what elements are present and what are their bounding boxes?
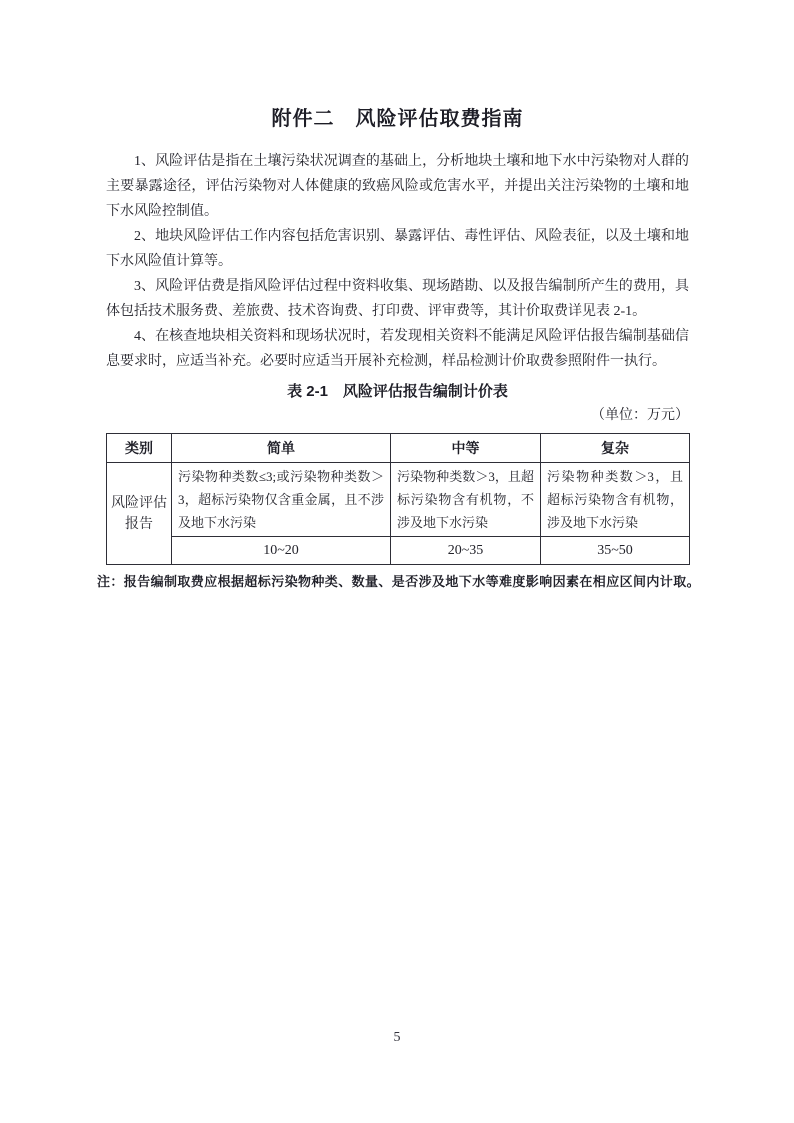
col-header-category: 类别 xyxy=(107,434,172,463)
page-title: 附件二 风险评估取费指南 xyxy=(271,108,524,130)
price-range-medium: 20~35 xyxy=(391,537,541,565)
paragraph-2: 2、地块风险评估工作内容包括危害识别、暴露评估、毒性评估、风险表征，以及土壤和地下水风险值计算等。 xyxy=(106,229,689,269)
description-complex: 污染物种类数＞3，且超标污染物含有机物，涉及地下水污染 xyxy=(541,463,690,537)
paragraph-3: 3、风险评估费是指风险评估过程中资料收集、现场踏勘、以及报告编制所产生的费用，具体包括技术服务费、差旅费、技术咨询费、打印费、评审费等，其计价取费详见表 2-1。 xyxy=(106,279,689,319)
body-text-block xyxy=(106,149,689,374)
price-table xyxy=(106,433,690,565)
description-medium: 污染物种类数＞3，且超标污染物含有机物，不涉及地下水污染 xyxy=(391,463,541,537)
table-note: 注：报告编制取费应根据超标污染物种类、数量、是否涉及地下水等难度影响因素在相应区间内计取。 xyxy=(97,574,701,589)
price-range-complex: 35~50 xyxy=(541,537,690,565)
table-row-prices xyxy=(107,537,690,565)
description-simple: 污染物种类数≤3;或污染物种类数＞3，超标污染物仅含重金属，且不涉及地下水污染 xyxy=(172,463,391,537)
price-range-simple: 10~20 xyxy=(172,537,391,565)
col-header-complex: 复杂 xyxy=(541,434,690,463)
page-number: 5 xyxy=(393,1030,401,1045)
paragraph-4: 4、在核查地块相关资料和现场状况时，若发现相关资料不能满足风险评估报告编制基础信息要求时，应适当补充。必要时应适当开展补充检测，样品检测计价取费参照附件一执行。 xyxy=(106,329,689,369)
table-caption: 表 2-1 风险评估报告编制计价表 xyxy=(287,383,508,400)
col-header-medium: 中等 xyxy=(391,434,541,463)
table-row-descriptions xyxy=(107,463,690,537)
col-header-simple: 简单 xyxy=(172,434,391,463)
paragraph-1: 1、风险评估是指在土壤污染状况调查的基础上，分析地块土壤和地下水中污染物对人群的主要暴露途径，评估污染物对人体健康的致癌风险或危害水平，并提出关注污染物的土壤和地下水风险控制值。 xyxy=(106,154,689,219)
unit-label: （单位：万元） xyxy=(591,408,689,423)
row-label-risk-assessment-report: 风险评估报告 xyxy=(107,463,172,565)
table-header-row xyxy=(107,434,690,463)
